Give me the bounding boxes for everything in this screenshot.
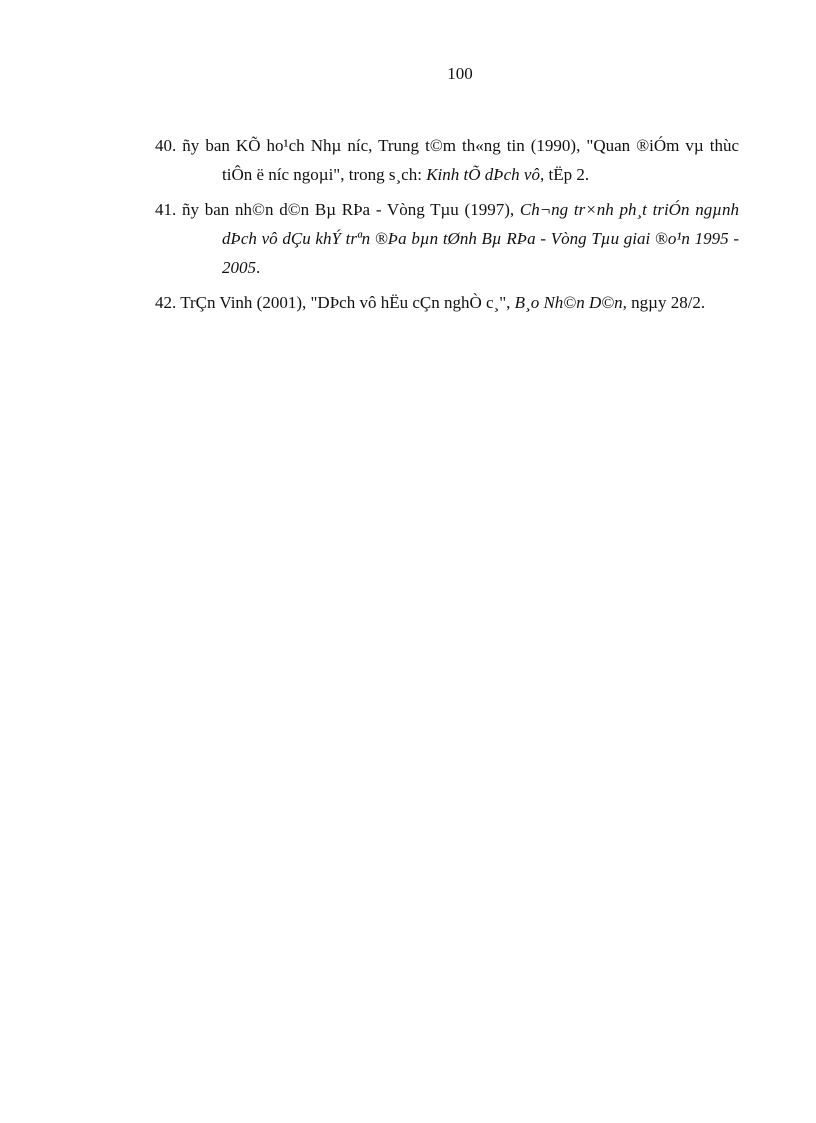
reference-tail: . (256, 258, 261, 277)
reference-title: "DÞch vô hËu cÇn nghÒ c¸", (310, 293, 515, 312)
reference-item-40 (155, 131, 739, 189)
reference-authors: TrÇn Vinh (2001), (180, 293, 311, 312)
page-number: 100 (447, 64, 473, 83)
reference-source: B¸o Nh©n D©n (514, 293, 623, 312)
reference-source: Ch¬ng tr×nh ph¸t triÓn ngµnh dÞch vô dÇu khÝ trªn ®Þa bµn tØnh Bµ RÞa - Vòng Tµu giai ®o¹n 1995 - 2005 (222, 200, 739, 277)
reference-item-42 (155, 288, 739, 317)
reference-item-41 (155, 195, 739, 282)
reference-authors: ñy ban KÕ ho¹ch Nhµ níc, Trung t©m th«ng tin (1990), (182, 136, 587, 155)
reference-number: 40. (155, 136, 177, 155)
reference-number: 42. (155, 293, 177, 312)
reference-source: Kinh tÕ dÞch vô (426, 165, 540, 184)
reference-list (155, 131, 739, 323)
reference-tail: , tËp 2. (539, 165, 590, 184)
reference-tail: , ngµy 28/2. (622, 293, 706, 312)
reference-title: "Quan ®iÓm vµ thùc tiÔn ë níc ngoµi", trong s¸ch: (222, 136, 739, 184)
reference-number: 41. (155, 200, 177, 219)
reference-authors: ñy ban nh©n d©n Bµ RÞa - Vòng Tµu (1997), (182, 200, 520, 219)
